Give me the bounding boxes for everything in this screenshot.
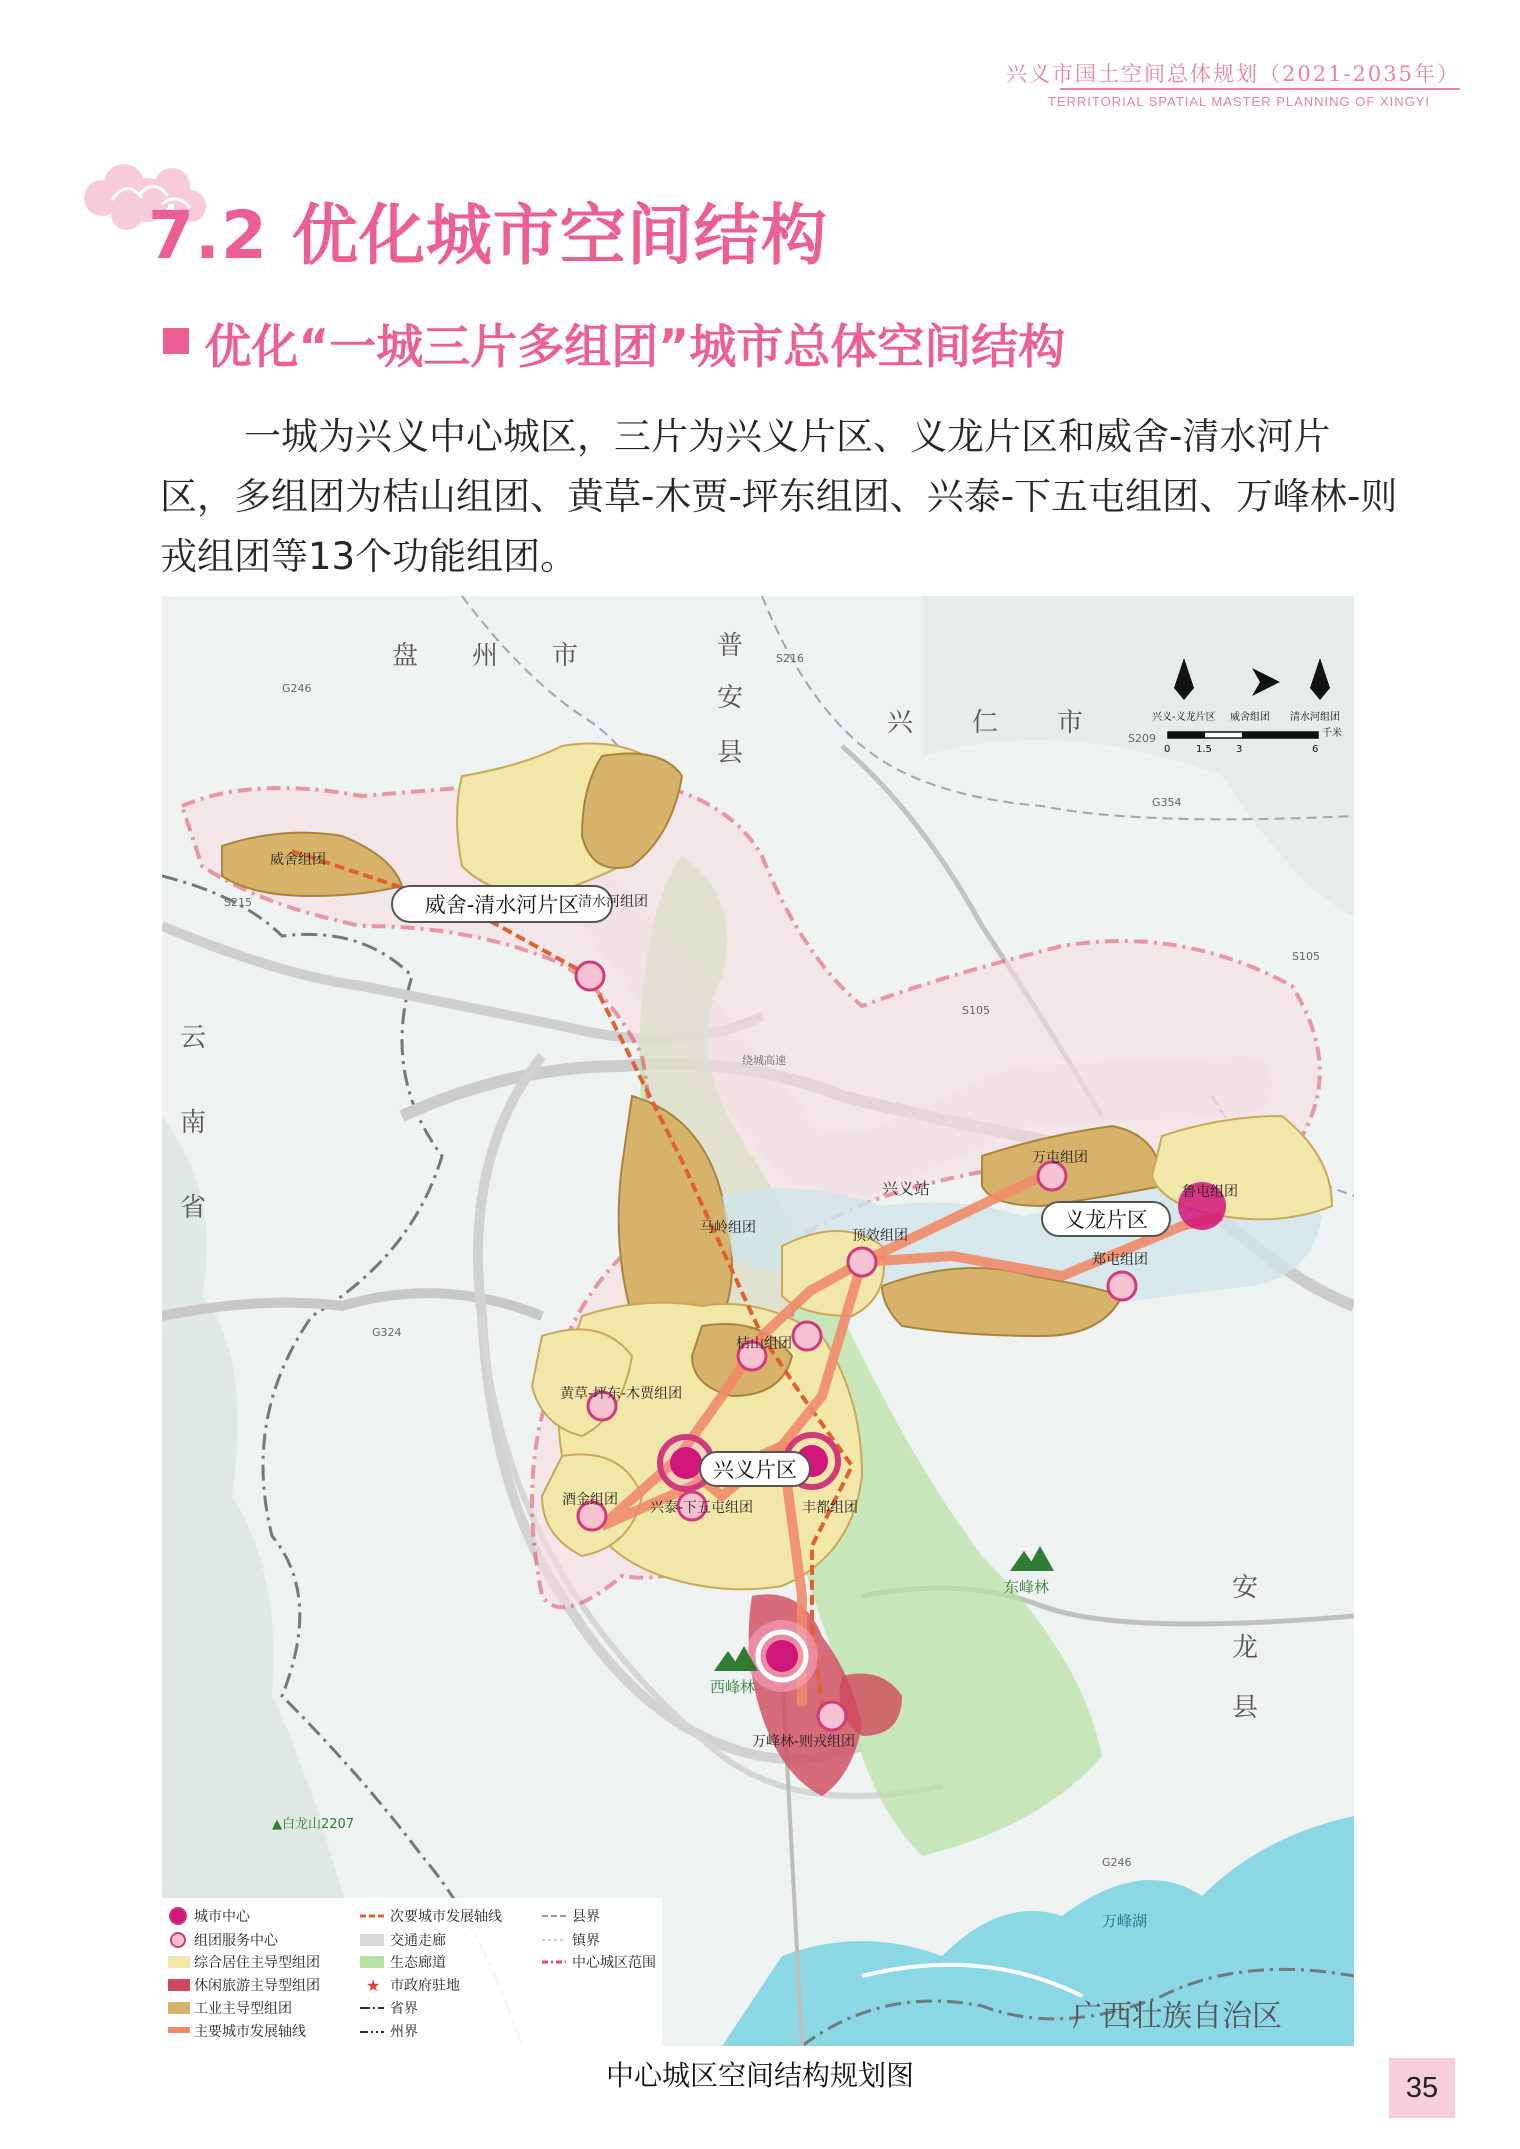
svg-text:S216: S216: [776, 652, 804, 665]
svg-text:县界: 县界: [572, 1909, 600, 1925]
svg-text:S105: S105: [962, 1004, 990, 1017]
scale-bar: [1168, 732, 1318, 738]
svg-text:1.5: 1.5: [1196, 744, 1212, 755]
svg-text:省: 省: [180, 1193, 207, 1223]
svg-text:安: 安: [1232, 1573, 1259, 1603]
svg-text:交通走廊: 交通走廊: [390, 1933, 446, 1949]
svg-text:市: 市: [552, 641, 579, 671]
svg-text:3: 3: [1236, 744, 1243, 755]
district-label-xingyi: [700, 1452, 810, 1486]
svg-text:市政府驻地: 市政府驻地: [390, 1978, 460, 1994]
svg-text:S209: S209: [1128, 732, 1156, 745]
report-title: 兴义市国土空间总体规划（2021-2035年）: [1006, 62, 1460, 86]
svg-text:万屯组团: 万屯组团: [1032, 1150, 1088, 1166]
district-label-yilong: [1042, 1202, 1170, 1236]
svg-text:义龙片区: 义龙片区: [1064, 1208, 1148, 1232]
svg-text:县: 县: [717, 738, 744, 768]
section-title: 7.2 优化城市空间结构: [148, 197, 828, 274]
svg-text:省界: 省界: [390, 2001, 418, 2017]
svg-text:云: 云: [180, 1023, 207, 1053]
svg-text:兴: 兴: [887, 708, 914, 738]
svg-text:G246: G246: [282, 682, 312, 695]
header-divider: [1060, 88, 1460, 90]
map-caption: 中心城区空间结构规划图: [605, 2059, 914, 2092]
svg-text:威舍-清水河片区: 威舍-清水河片区: [424, 893, 580, 917]
svg-text:兴义-义龙片区: 兴义-义龙片区: [1152, 712, 1216, 723]
svg-text:龙: 龙: [1232, 1633, 1259, 1663]
svg-text:主要城市发展轴线: 主要城市发展轴线: [194, 2024, 306, 2040]
page-number: 35: [1389, 2058, 1455, 2118]
svg-text:市: 市: [1057, 708, 1084, 738]
guangxi-label: 广西壮族自治区: [1072, 1999, 1282, 2034]
svg-text:万峰林-则戎组团: 万峰林-则戎组团: [752, 1734, 856, 1750]
xingyi-station-label: 兴义站: [882, 1179, 931, 1198]
svg-text:生态廊道: 生态廊道: [390, 1955, 446, 1971]
svg-text:次要城市发展轴线: 次要城市发展轴线: [390, 1909, 502, 1925]
svg-text:6: 6: [1312, 744, 1319, 755]
svg-text:工业主导型组团: 工业主导型组团: [194, 2001, 292, 2017]
svg-text:镇界: 镇界: [572, 1933, 600, 1949]
svg-text:郑屯组团: 郑屯组团: [1092, 1252, 1148, 1268]
svg-text:城市中心: 城市中心: [194, 1909, 250, 1925]
svg-text:桔山组团: 桔山组团: [736, 1336, 792, 1352]
svg-text:0: 0: [1164, 744, 1171, 755]
svg-text:黄草-坪东-木贾组团: 黄草-坪东-木贾组团: [560, 1386, 683, 1402]
svg-text:仁: 仁: [972, 708, 999, 738]
north-arrow-labels: [1152, 710, 1340, 723]
svg-text:普: 普: [717, 631, 744, 661]
wanfeng-lake-label: 万峰湖: [1102, 1912, 1148, 1930]
svg-text:丰都组团: 丰都组团: [802, 1500, 858, 1516]
svg-text:千米: 千米: [1322, 728, 1342, 739]
svg-text:安: 安: [717, 683, 744, 713]
svg-text:酒金组团: 酒金组团: [562, 1492, 618, 1508]
svg-text:G324: G324: [372, 1326, 402, 1339]
svg-text:S215: S215: [224, 896, 252, 909]
svg-text:G354: G354: [1152, 796, 1182, 809]
svg-text:★: ★: [366, 1976, 381, 1995]
svg-text:马岭组团: 马岭组团: [700, 1220, 756, 1236]
section-subtitle: 优化“一城三片多组团”城市总体空间结构: [204, 320, 1066, 375]
report-title-en: TERRITORIAL SPATIAL MASTER PLANNING OF XINGYI: [1047, 94, 1430, 109]
svg-text:绕城高速: 绕城高速: [742, 1054, 786, 1067]
svg-text:清水河组团: 清水河组团: [578, 894, 648, 910]
svg-text:兴义片区: 兴义片区: [713, 1458, 797, 1482]
svg-text:南: 南: [180, 1108, 207, 1138]
svg-text:S105: S105: [1292, 950, 1320, 963]
svg-text:威舍组团: 威舍组团: [1230, 712, 1270, 723]
svg-text:中心城区范围: 中心城区范围: [572, 1955, 656, 1971]
svg-text:休闲旅游主导型组团: 休闲旅游主导型组团: [194, 1978, 320, 1994]
svg-text:综合居住主导型组团: 综合居住主导型组团: [194, 1955, 320, 1971]
svg-text:州界: 州界: [390, 2024, 418, 2040]
svg-text:清水河组团: 清水河组团: [1290, 712, 1340, 723]
svg-text:组团服务中心: 组团服务中心: [194, 1933, 278, 1949]
svg-text:顶效组团: 顶效组团: [852, 1228, 908, 1244]
svg-text:鲁屯组团: 鲁屯组团: [1182, 1184, 1238, 1200]
xifenglin-label: 西峰林: [710, 1678, 756, 1696]
svg-text:县: 县: [1232, 1693, 1259, 1723]
spatial-structure-map: [162, 596, 1354, 2046]
svg-text:G246: G246: [1102, 1856, 1132, 1869]
svg-text:州: 州: [472, 641, 499, 671]
baiyushan-label: ▲白龙山2207: [272, 1817, 355, 1832]
body-paragraph: 一城为兴义中心城区，三片为兴义片区、义龙片区和威舍-清水河片区，多组团为桔山组团、黄草-木贾-坪东组团、兴泰-下五屯组团、万峰林-则戎组团等13个功能组团。: [160, 415, 1398, 578]
dongfenglin-label: 东峰林: [1004, 1578, 1050, 1596]
svg-text:威舍组团: 威舍组团: [270, 852, 326, 868]
svg-text:盘: 盘: [392, 641, 419, 671]
svg-text:兴泰-下五屯组团: 兴泰-下五屯组团: [650, 1500, 754, 1516]
